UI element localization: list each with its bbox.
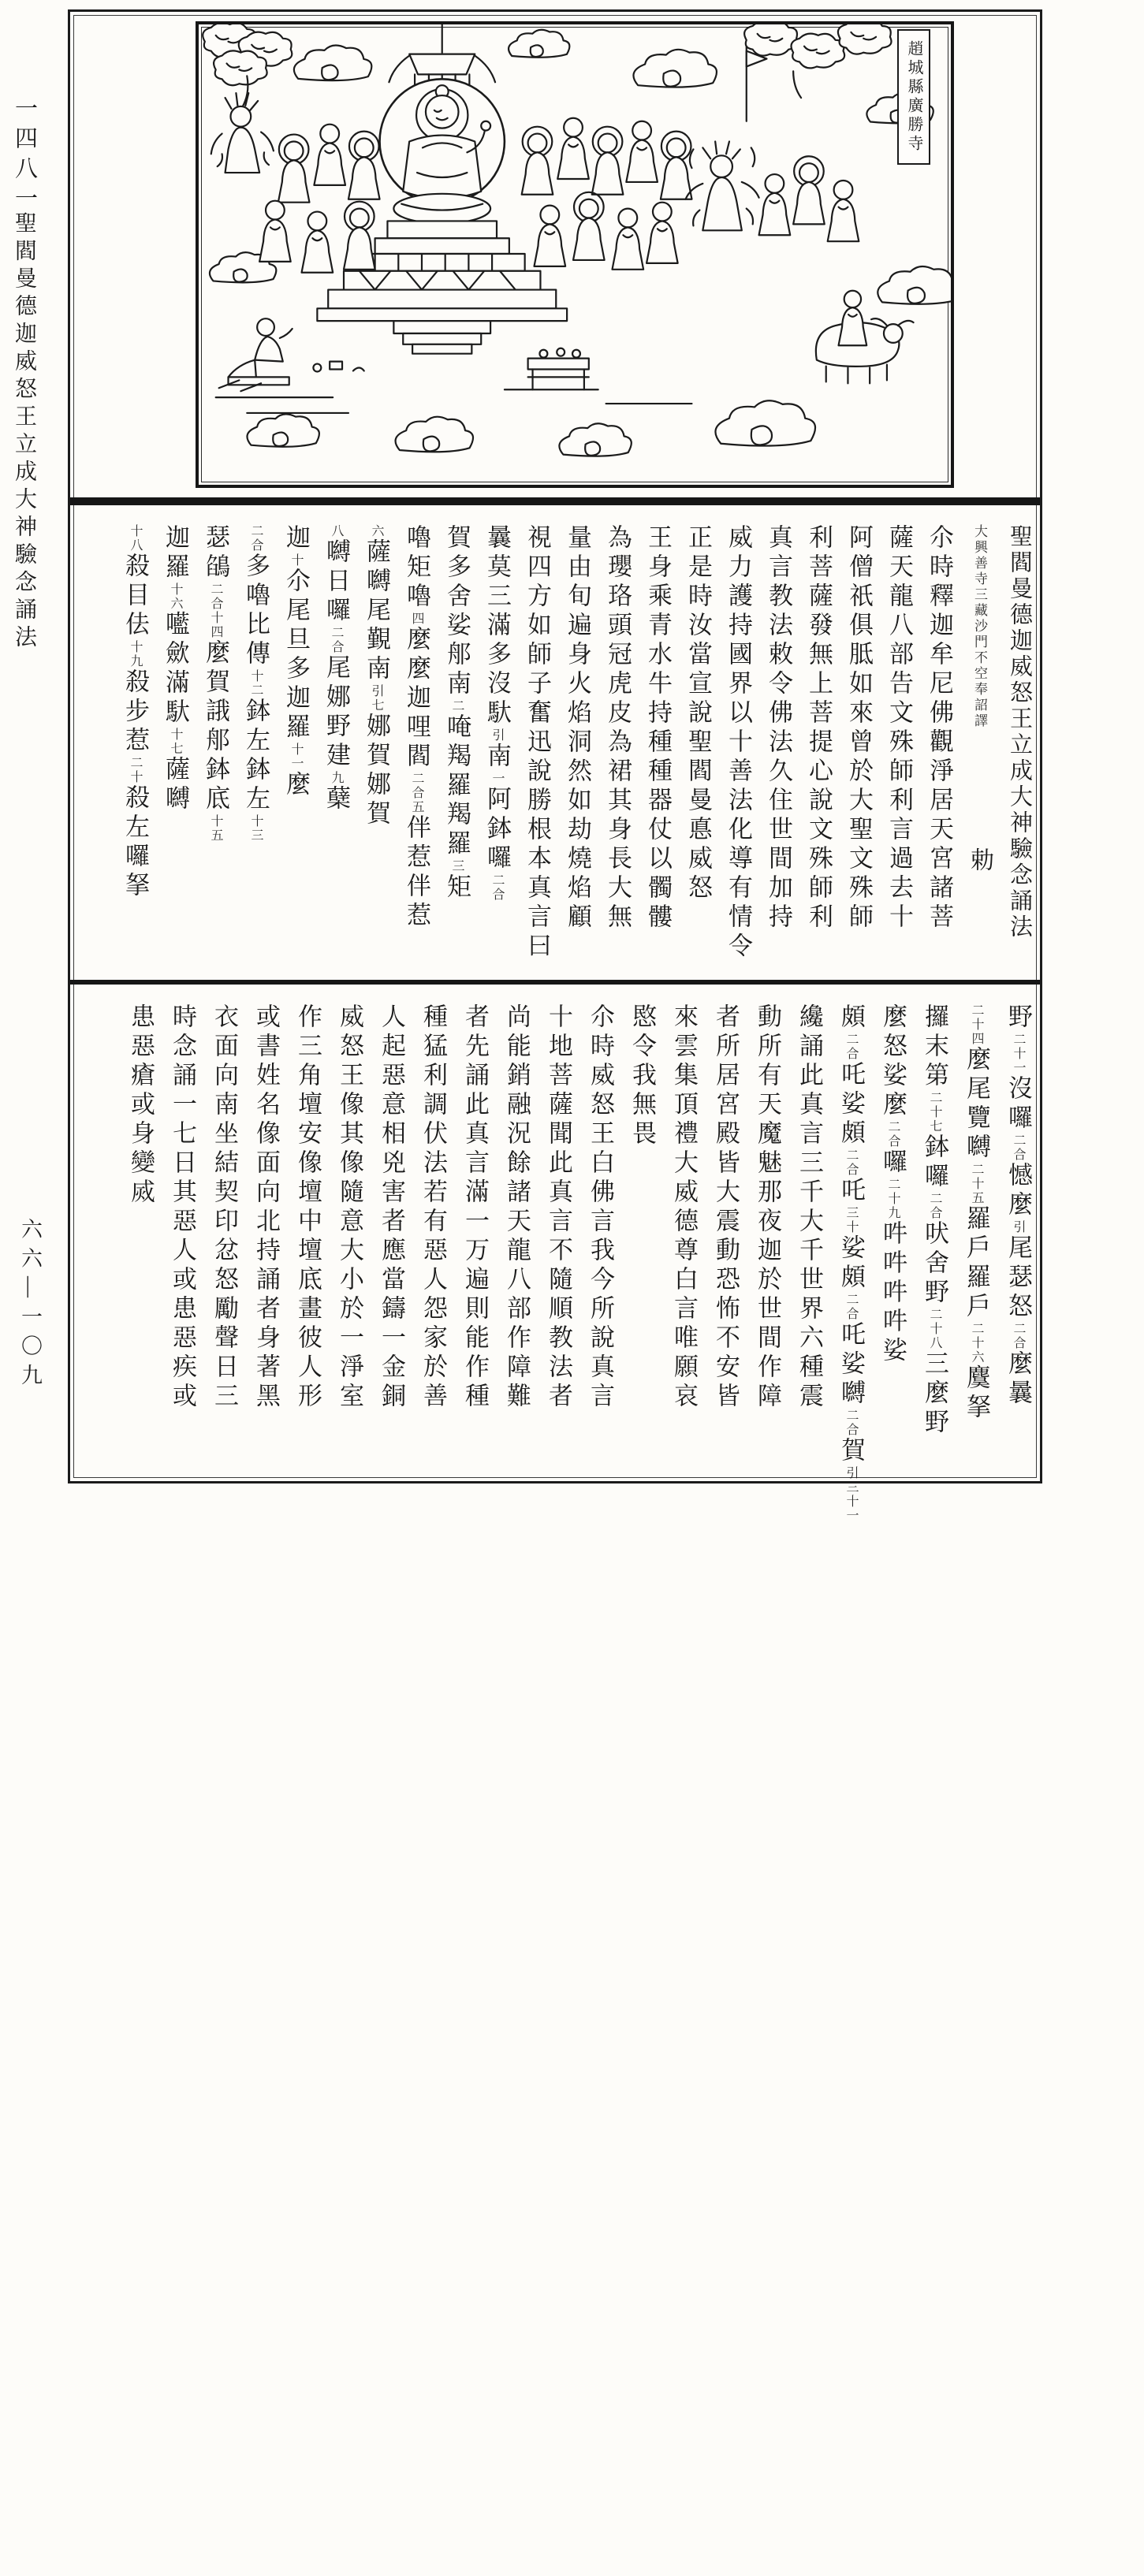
mantra-syllable-number: 八 — [330, 524, 343, 538]
mantra-syllable-number: 六 — [370, 524, 383, 538]
sutra-column: 麼怒娑麼二合囉二十九吽吽吽吽娑 — [879, 1003, 907, 1366]
mantra-syllable-number: 二合 — [1012, 1134, 1025, 1162]
sutra-column: 十地菩薩聞此真言不隨順教法者 — [545, 1003, 572, 1412]
middle-sutra-columns — [81, 524, 1030, 964]
sutra-column: 王身乘青水牛持種種器仗以髑髏 — [644, 524, 672, 932]
sutra-column: 衣面向南坐結契印忿怒勵聲日三 — [211, 1003, 238, 1412]
mantra-syllable-number: 引 — [1012, 1220, 1025, 1234]
page-frame — [68, 9, 1042, 1523]
sutra-column: 迦十尒尾旦多迦羅十一麼 — [282, 524, 310, 800]
mantra-syllable-number: 十八 — [129, 524, 142, 553]
sutra-column: 利菩薩發無上菩提心說文殊師利 — [805, 524, 833, 932]
sutra-column: 二合多嚕比傳十二鉢左鉢左十三 — [242, 524, 270, 843]
sutra-column: 來雲集頂禮大威德尊白言唯願哀 — [670, 1003, 698, 1412]
sutra-column: 種猛利調伏法若有惡人怨家於善 — [419, 1003, 447, 1412]
mantra-syllable-number: 二合 — [844, 1148, 858, 1177]
mantra-syllable-number: 二合 — [928, 1192, 941, 1220]
sutra-column: 愍令我無畏 — [628, 1003, 656, 1149]
mantra-syllable-number: 二十四 — [970, 1003, 983, 1046]
attendants-right — [522, 118, 859, 270]
mantra-syllable-number: 十 — [289, 553, 303, 568]
banner-icon — [747, 47, 767, 121]
mantra-syllable-number: 十一 — [289, 743, 303, 771]
mantra-syllable-number: 十七 — [169, 728, 182, 756]
sutra-column: 尚能銷融況餘諸天龍八部作障難 — [503, 1003, 531, 1412]
cartouche-label: 趙城縣廣勝寺 — [897, 29, 930, 165]
mantra-syllable-number: 二合五 — [410, 772, 423, 814]
sutra-column: 賀多舍娑郍南二唵羯羅羯羅三矩 — [443, 524, 471, 903]
sutra-column: 迦羅十六㘕歛滿馱十七薩嚩 — [162, 524, 189, 814]
sutra-column: 攞末第二十七鉢囉二合吠舍野二十八三麼野 — [921, 1003, 948, 1438]
sutra-column: 時念誦一七日其惡人或患惡疾或 — [169, 1003, 196, 1412]
mantra-syllable-number: 四 — [410, 612, 423, 626]
sutra-column: 正是時汝當宣說聖閻曼悳威怒 — [684, 524, 712, 903]
guardian-figure — [211, 93, 274, 173]
frontispiece-illustration — [196, 21, 954, 488]
mantra-syllable-number: 二十五 — [970, 1163, 983, 1205]
mantra-syllable-number: 二合 — [330, 626, 343, 654]
wrathful-deity-figure — [686, 141, 759, 230]
sutra-column: 尒時釋迦牟尼佛觀淨居天宮諸菩 — [926, 524, 953, 932]
kneeling-devotee — [229, 318, 364, 385]
bottom-text-block — [70, 985, 1040, 1523]
bottom-sutra-columns — [81, 1003, 1032, 1523]
altar-table-icon — [528, 348, 589, 389]
sutra-column: 真言教法敕令佛法久住世間加持 — [765, 524, 792, 932]
mantra-syllable-number: 引 — [490, 728, 504, 743]
sutra-column: 者先誦此真言滿一万遍則能作種 — [461, 1003, 489, 1412]
mantra-syllable-number: 二十八 — [928, 1308, 941, 1350]
woodblock-print-image — [199, 24, 951, 485]
mantra-syllable-number: 十五 — [209, 814, 222, 843]
mantra-syllable-number: 二十九 — [886, 1178, 900, 1220]
sutra-title-column: 聖閻曼德迦威怒王立成大神驗念誦法 — [1007, 524, 1032, 940]
mantra-syllable-number: 二合 — [886, 1120, 900, 1148]
sutra-column: 為瓔珞頭冠虎皮為裙其身長大無 — [604, 524, 632, 932]
sutra-column: 薩天龍八部告文殊師利言過去十 — [885, 524, 913, 932]
mantra-syllable-number: 引七 — [370, 684, 383, 713]
sutra-column: 作三角壇安像壇中壇底畫彼人形 — [294, 1003, 322, 1412]
sutra-column: 威怒王像其像隨意大小於一淨室 — [336, 1003, 363, 1412]
block-divider — [70, 497, 1040, 505]
sutra-column: 者所居宮殿皆大震動恐怖不安皆 — [712, 1003, 740, 1412]
mantra-syllable-number: 二合 — [844, 1293, 858, 1321]
mantra-syllable-number: 十二 — [249, 669, 263, 698]
sutra-column: 人起惡意相兇害者應當鑄一金銅 — [378, 1003, 405, 1412]
mantra-syllable-number: 二合 — [1012, 1322, 1025, 1350]
mantra-syllable-number: 二合 — [249, 524, 263, 553]
mantra-syllable-number: 二十七 — [928, 1091, 941, 1134]
translator-column — [967, 524, 992, 964]
mantra-syllable-number: 一 — [490, 772, 504, 786]
mantra-syllable-number: 二合十四 — [209, 583, 222, 639]
mantra-syllable-number: 二合 — [490, 873, 504, 902]
sutra-column: 十八殺目佉十九殺步惹二十殺左囉拏 — [121, 524, 149, 901]
sutra-column: 阿僧祇俱胝如來曾於大聖文殊師 — [845, 524, 873, 932]
sutra-column: 二十四麼尾覽嚩二十五羅戶羅戶二十六麌拏 — [963, 1003, 990, 1423]
mantra-syllable-number: 十六 — [169, 583, 182, 611]
middle-text-block — [70, 505, 1040, 980]
mantra-syllable-number: 二十 — [129, 756, 142, 784]
margin-catalog-number: 一四八一 — [12, 96, 37, 216]
sutra-column: 或書姓名像面向北持誦者身著黑 — [252, 1003, 280, 1412]
mantra-syllable-number: 十九 — [129, 640, 142, 668]
sutra-column: 威力護持國界以十善法化導有情令 — [725, 524, 752, 962]
volume-page-number: 六六—一〇九 — [18, 1218, 42, 1393]
imperial-mark: 勅 — [967, 847, 993, 876]
mantra-syllable-number: 二十一 — [1012, 1033, 1025, 1075]
margin-sutra-title: 聖閻曼德迦威怒王立成大神驗念誦法 — [12, 211, 36, 653]
sutra-column: 六薩嚩尾覲南引七娜賀娜賀 — [363, 524, 390, 829]
buffalo-mount-icon — [816, 291, 914, 384]
mantra-syllable-number: 十三 — [249, 814, 263, 843]
mantra-syllable-number: 二合 — [844, 1033, 858, 1061]
sutra-column: 量由旬遍身火焰洞然如劫燒焰顧 — [564, 524, 591, 932]
sutra-column: 頗二合吒娑頗二合吒三十娑頗二合吒娑嚩二合賀引三十一 — [837, 1003, 865, 1523]
attendants-left — [259, 125, 379, 273]
sutra-column: 動所有天魔魅那夜迦於世間作障 — [754, 1003, 781, 1412]
sutra-column: 八嚩日囉二合尾娜野建九蘖 — [322, 524, 350, 814]
sutra-column: 瑟鵮二合十四麼賀誐郍鉢底十五 — [202, 524, 229, 843]
buddha-figure — [380, 79, 505, 223]
sutra-column: 野二十一沒囉二合憾麼引尾瑟怒二合麼曩 — [1004, 1003, 1032, 1409]
mantra-syllable-number: 九 — [330, 771, 343, 785]
mantra-syllable-number: 二 — [450, 699, 464, 713]
sutra-column: 曩莫三滿多沒馱引南一阿鉢囉二合 — [483, 524, 511, 902]
translator-annotation: 大興善寺三藏沙門不空奉詔譯 — [972, 524, 987, 729]
sutra-column: 尒時威怒王白佛言我今所說真言 — [587, 1003, 614, 1412]
mantra-syllable-number: 三 — [450, 859, 464, 873]
sutra-column: 纔誦此真言三千大千世界六種震 — [796, 1003, 823, 1412]
sutra-column: 視四方如師子奮迅說勝根本真言曰 — [524, 524, 551, 962]
mantra-syllable-number: 三十 — [844, 1206, 858, 1234]
mantra-syllable-number: 二十六 — [970, 1322, 983, 1364]
sutra-column: 嚕矩嚕四麼麼迦哩閻二合五伴惹伴惹 — [403, 524, 430, 931]
sutra-column: 患惡瘡或身變烕 — [127, 1003, 155, 1208]
mantra-syllable-number: 二合 — [844, 1409, 858, 1437]
frontispiece-section — [70, 12, 1040, 497]
mantra-syllable-number: 引三十一 — [844, 1466, 858, 1523]
